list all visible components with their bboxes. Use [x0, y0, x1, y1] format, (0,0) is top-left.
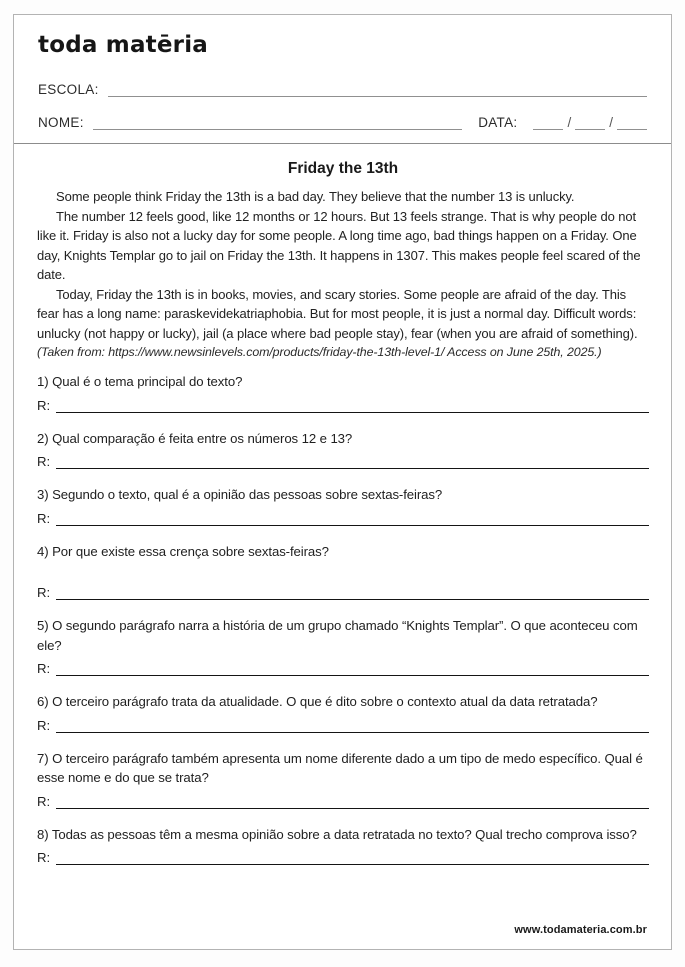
footer-url: www.todamateria.com.br — [514, 924, 647, 936]
question-2 — [37, 429, 649, 470]
nome-field — [38, 112, 647, 130]
answer-prefix: R: — [37, 850, 51, 865]
paragraph-2: The number 12 feels good, like 12 months or 12 hours. But 13 feels strange. That is why people do not like it. Friday is also not a lucky day for some people. A long time ago, bad things happen on a Friday. One day, Knights Templar go to jail on Friday the 13th. It happens in 1307. This makes people feel scared of the date. — [37, 208, 641, 282]
answer-blank-line — [56, 511, 649, 526]
question-1-answer — [37, 395, 649, 413]
answer-prefix: R: — [37, 661, 51, 676]
question-4-text: 4) Por que existe essa crença sobre sextas-feiras? — [37, 543, 329, 559]
paragraph-3: Today, Friday the 13th is in books, movies, and scary stories. Some people are afraid of the day. This fear has a long name: paraskevidekatriaphobia. But for most people, it is just a normal day. Difficult words: unlucky (not happy or lucky), jail (a place where bad people stay), fear (when you are afraid of something). — [37, 286, 638, 341]
question-7 — [37, 749, 649, 809]
question-7-text: 7) O terceiro parágrafo também apresenta um nome diferente dado a um tipo de medo específico. Qual é esse nome e do que se trata? — [37, 750, 643, 785]
nome-blank-line — [93, 115, 462, 130]
question-8 — [37, 825, 649, 866]
answer-prefix: R: — [37, 585, 51, 600]
date-slash: / — [567, 115, 572, 130]
answer-blank-line — [56, 454, 649, 469]
question-1-text: 1) Qual é o tema principal do texto? — [37, 374, 243, 389]
question-3 — [37, 485, 649, 526]
escola-blank-line — [108, 82, 647, 97]
answer-prefix: R: — [37, 793, 51, 809]
escola-field — [38, 79, 647, 97]
answer-prefix: R: — [37, 717, 51, 733]
answer-blank-line — [56, 850, 649, 865]
question-1 — [37, 372, 649, 413]
worksheet-body — [14, 144, 671, 865]
answer-prefix: R: — [37, 397, 51, 413]
page-header — [14, 15, 671, 144]
date-month-blank — [575, 115, 605, 130]
date-day-blank — [533, 115, 563, 130]
text-title: Friday the 13th — [287, 160, 399, 177]
question-6 — [37, 692, 649, 733]
answer-blank-line — [56, 585, 649, 600]
date-year-blank — [617, 115, 647, 130]
question-7-answer — [37, 791, 649, 809]
question-4 — [37, 542, 649, 601]
date-slash: / — [609, 115, 613, 130]
data-label: DATA: — [478, 115, 518, 130]
question-4-answer — [37, 582, 649, 600]
page-footer — [514, 924, 647, 936]
question-2-text: 2) Qual comparação é feita entre os números 12 e 13? — [37, 430, 353, 446]
question-6-text: 6) O terceiro parágrafo trata da atualidade. O que é dito sobre o contexto atual da data retratada? — [37, 694, 598, 709]
worksheet-page — [13, 14, 672, 950]
question-8-text: 8) Todas as pessoas têm a mesma opinião sobre a data retratada no texto? Qual trecho comprova isso? — [37, 826, 637, 842]
date-blanks — [533, 115, 647, 130]
escola-label: ESCOLA: — [38, 82, 99, 97]
answer-blank-line — [56, 718, 649, 733]
question-5 — [37, 616, 649, 676]
nome-label: NOME: — [38, 115, 84, 130]
question-3-answer — [37, 508, 649, 526]
answer-prefix: R: — [37, 454, 51, 469]
question-3-text: 3) Segundo o texto, qual é a opinião das pessoas sobre sextas-feiras? — [37, 487, 443, 502]
question-8-answer — [37, 847, 649, 865]
paragraph-1: Some people think Friday the 13th is a bad day. They believe that the number 13 is unlucky. — [56, 189, 575, 204]
answer-prefix: R: — [37, 510, 51, 526]
brand-logo: toda matēria — [38, 32, 209, 58]
question-6-answer — [37, 715, 649, 733]
question-2-answer — [37, 451, 649, 469]
answer-blank-line — [56, 794, 649, 809]
answer-blank-line — [56, 398, 649, 413]
question-5-answer — [37, 658, 649, 676]
answer-blank-line — [56, 661, 649, 676]
question-5-text: 5) O segundo parágrafo narra a história de um grupo chamado “Knights Templar”. O que aconteceu com ele? — [37, 618, 638, 653]
data-field — [478, 115, 647, 130]
source-citation: (Taken from: https://www.newsinlevels.com/products/friday-the-13th-level-1/ Access on June 25th, 2025.) — [37, 345, 602, 359]
